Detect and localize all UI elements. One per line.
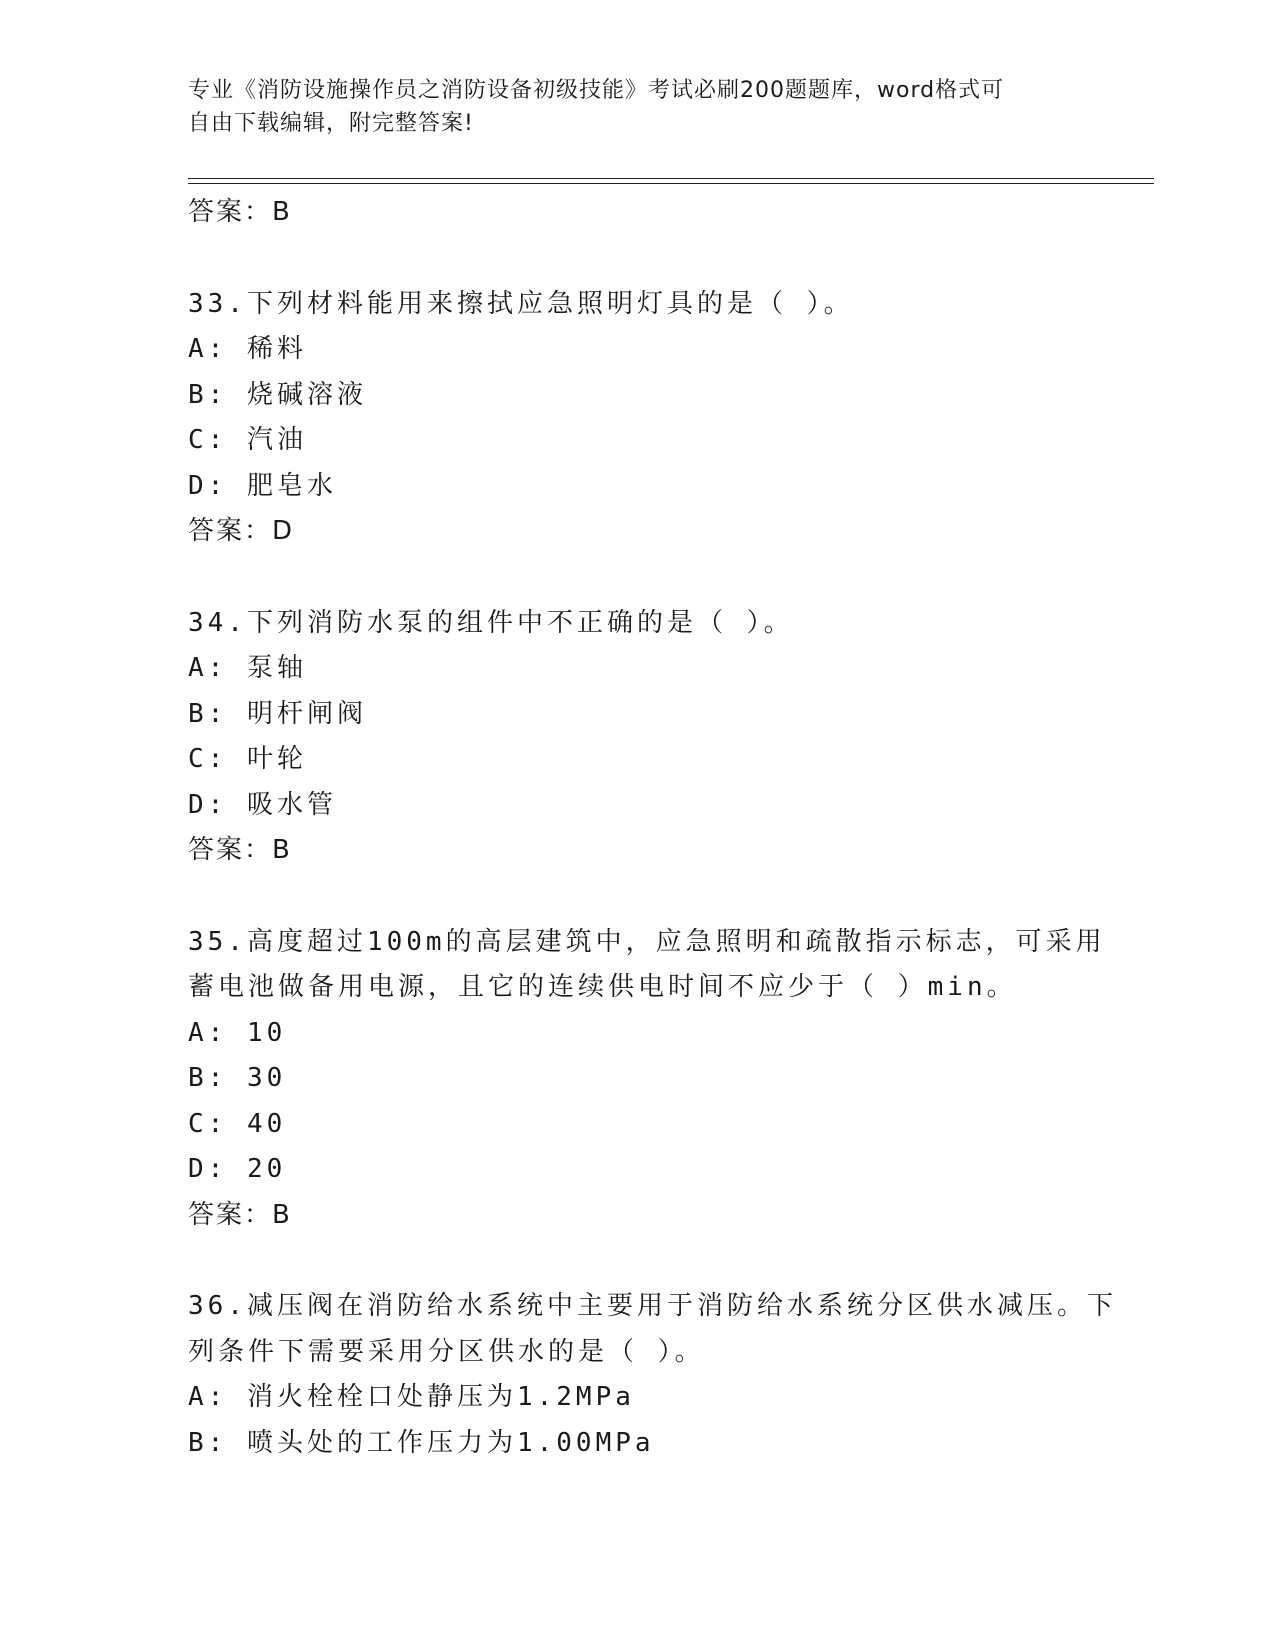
option-b: B: 喷头处的工作压力为1.00MPa: [188, 1427, 655, 1458]
previous-answer: 答案：B: [188, 197, 292, 227]
header-divider-top: [188, 178, 1154, 179]
question-list: [188, 190, 1154, 1466]
question-stem: 33.下列材料能用来擦拭应急照明灯具的是（ ）。: [188, 288, 854, 319]
answer-line: 答案：B: [188, 835, 292, 865]
question-stem-line-2: 列条件下需要采用分区供水的是（ ）。: [188, 1336, 705, 1367]
spacer: [188, 1238, 1154, 1284]
option-c: C: 40: [188, 1108, 287, 1139]
question-35: [188, 920, 1154, 1239]
option-d: D: 20: [188, 1154, 287, 1184]
spacer: [188, 555, 1154, 601]
option-d: D: 吸水管: [188, 789, 337, 820]
spacer: [188, 236, 1154, 282]
option-d: D: 肥皂水: [188, 470, 337, 501]
question-stem-line-2: 蓄电池做备用电源，且它的连续供电时间不应少于（ ）min。: [188, 972, 1017, 1002]
answer-line: 答案：B: [188, 1199, 292, 1230]
page-header: [188, 74, 1088, 140]
option-a: A: 10: [188, 1017, 287, 1048]
option-b: B: 烧碱溶液: [188, 379, 367, 410]
option-a: A: 消火栓栓口处静压为1.2MPa: [188, 1382, 635, 1412]
option-b: B: 明杆闸阀: [188, 698, 367, 729]
option-c: C: 汽油: [188, 425, 307, 455]
header-line-1: 专业《消防设施操作员之消防设备初级技能》考试必刷200题题库，word格式可: [188, 78, 1005, 103]
answer-line: 答案：D: [188, 516, 295, 546]
option-b: B: 30: [188, 1063, 287, 1093]
question-34: [188, 601, 1154, 874]
option-a: A: 泵轴: [188, 653, 307, 683]
option-c: C: 叶轮: [188, 744, 307, 774]
question-stem-line-1: 36.减压阀在消防给水系统中主要用于消防给水系统分区供水减压。下: [188, 1291, 1117, 1321]
header-divider-bottom: [188, 183, 1154, 184]
question-36: [188, 1284, 1154, 1466]
question-stem-line-1: 35.高度超过100m的高层建筑中，应急照明和疏散指示标志，可采用: [188, 926, 1106, 957]
option-a: A: 稀料: [188, 334, 307, 364]
header-line-2: 自由下载编辑，附完整答案!: [188, 111, 474, 136]
question-33: [188, 282, 1154, 555]
spacer: [188, 874, 1154, 920]
question-stem: 34.下列消防水泵的组件中不正确的是（ ）。: [188, 607, 794, 638]
